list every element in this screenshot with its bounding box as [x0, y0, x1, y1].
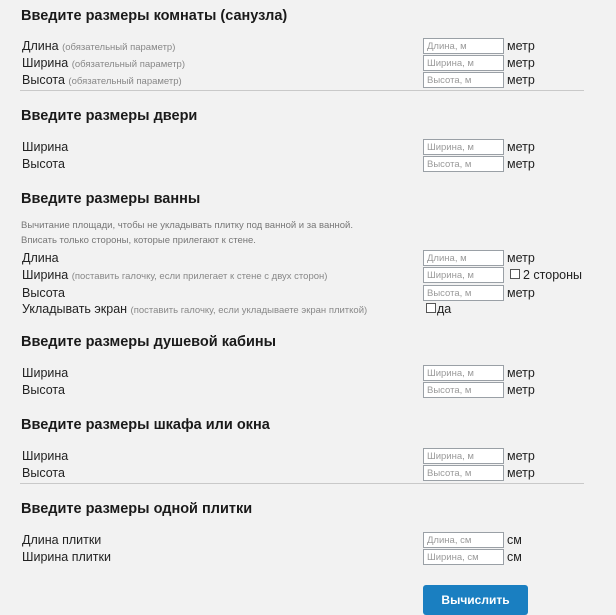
tile-length-unit: см [507, 533, 522, 547]
tile-width-unit: см [507, 550, 522, 564]
shower-section-title: Введите размеры душевой кабины [21, 334, 277, 350]
door-width-label: Ширина [22, 140, 69, 154]
bath-width-label: Ширина (поставить галочку, если прилегает к стене с двух сторон) [22, 268, 328, 282]
room-length-input[interactable] [423, 38, 504, 54]
bath-height-input[interactable] [423, 285, 504, 301]
screen-yes-label: да [437, 302, 452, 316]
room-width-unit: метр [507, 56, 535, 70]
bath-height-label: Высота [22, 286, 65, 300]
tile-length-input[interactable] [423, 532, 504, 548]
shower-width-input[interactable] [423, 365, 504, 381]
room-width-label: Ширина (обязательный параметр) [22, 56, 185, 70]
door-width-input[interactable] [423, 139, 504, 155]
room-height-unit: метр [507, 73, 535, 87]
two-sides-checkbox[interactable] [510, 269, 520, 279]
door-section-title: Введите размеры двери [21, 108, 198, 124]
shower-width-label: Ширина [22, 366, 69, 380]
shower-height-input[interactable] [423, 382, 504, 398]
bath-section-title: Введите размеры ванны [21, 191, 201, 207]
closet-width-input[interactable] [423, 448, 504, 464]
bath-length-input[interactable] [423, 250, 504, 266]
closet-height-unit: метр [507, 466, 535, 480]
calculate-button[interactable]: Вычислить [423, 585, 528, 615]
door-height-input[interactable] [423, 156, 504, 172]
room-width-input[interactable] [423, 55, 504, 71]
tile-width-input[interactable] [423, 549, 504, 565]
tile-section-title: Введите размеры одной плитки [21, 501, 253, 517]
bath-length-unit: метр [507, 251, 535, 265]
bath-width-input[interactable] [423, 267, 504, 283]
closet-width-label: Ширина [22, 449, 69, 463]
closet-width-unit: метр [507, 449, 535, 463]
door-height-label: Высота [22, 157, 65, 171]
bath-length-label: Длина [22, 251, 59, 265]
divider [20, 483, 584, 484]
closet-height-input[interactable] [423, 465, 504, 481]
shower-height-label: Высота [22, 383, 65, 397]
shower-width-unit: метр [507, 366, 535, 380]
tile-width-label: Ширина плитки [22, 550, 111, 564]
room-length-unit: метр [507, 39, 535, 53]
bath-height-unit: метр [507, 286, 535, 300]
room-section-title: Введите размеры комнаты (санузла) [21, 8, 288, 24]
room-height-input[interactable] [423, 72, 504, 88]
two-sides-label: 2 стороны [523, 268, 583, 282]
door-height-unit: метр [507, 157, 535, 171]
divider [20, 90, 584, 91]
tile-length-label: Длина плитки [22, 533, 102, 547]
bath-note-line2: Вписать только стороны, которые прилегают к стене. [21, 235, 256, 246]
bath-screen-label: Укладывать экран (поставить галочку, если укладываете экран плиткой) [22, 302, 368, 316]
screen-checkbox[interactable] [426, 303, 436, 313]
closet-section-title: Введите размеры шкафа или окна [21, 417, 270, 433]
closet-height-label: Высота [22, 466, 65, 480]
room-length-label: Длина (обязательный параметр) [22, 39, 176, 53]
door-width-unit: метр [507, 140, 535, 154]
bath-note-line1: Вычитание площади, чтобы не укладывать плитку под ванной и за ванной. [21, 220, 353, 231]
shower-height-unit: метр [507, 383, 535, 397]
room-height-label: Высота (обязательный параметр) [22, 73, 182, 87]
